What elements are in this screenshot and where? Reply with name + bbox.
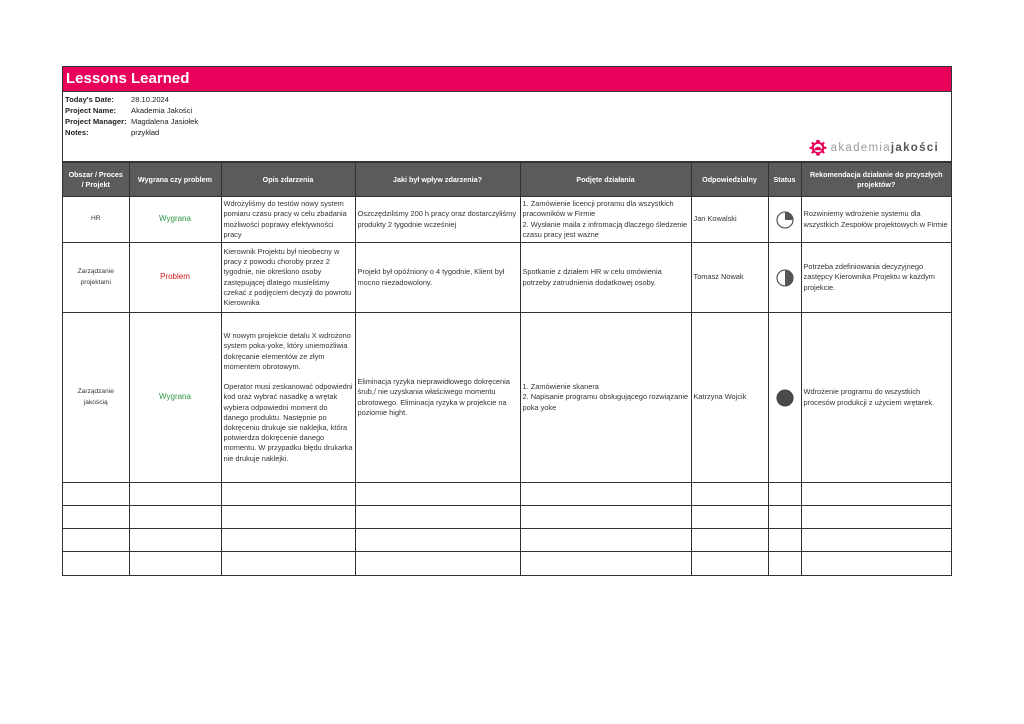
owner-cell[interactable]: Tomasz Nowak — [691, 243, 768, 313]
table-row — [63, 313, 951, 483]
status-cell[interactable] — [768, 313, 801, 483]
empty-cell[interactable] — [221, 506, 355, 529]
area-cell[interactable]: Zarządzanie projektami — [63, 243, 129, 313]
empty-cell[interactable] — [801, 483, 951, 506]
notes-label: Notes: — [65, 128, 89, 137]
empty-cell[interactable] — [221, 483, 355, 506]
actions-cell[interactable]: 1. Zamówienie licencji proramu dla wszystkich pracowników w Firmie 2. Wysłanie maila z infromacją dlaczego śledzenie czasu pracy jest ważne — [520, 197, 691, 243]
empty-cell[interactable] — [355, 529, 520, 552]
project-manager-row — [63, 116, 951, 127]
empty-cell[interactable] — [691, 483, 768, 506]
result-cell[interactable]: Wygrana — [129, 313, 221, 483]
project-info — [63, 92, 951, 162]
header-result: Wygrana czy problem — [129, 163, 221, 197]
logo-text — [831, 142, 939, 154]
header-owner: Odpowiedzialny — [691, 163, 768, 197]
description-cell[interactable]: Wdrożyliśmy do testów nowy system pomiaru czasu pracy w celu zbadania możliwości poprawy efektywności pracy — [221, 197, 355, 243]
header-description: Opis zdarzenia — [221, 163, 355, 197]
actions-cell[interactable]: Spotkanie z działem HR w celu omówienia potrzeby zatrudnienia dodatkowej osoby. — [520, 243, 691, 313]
empty-table-row — [63, 506, 951, 529]
empty-cell[interactable] — [129, 552, 221, 575]
actions-cell[interactable]: 1. Zamówienie skanera 2. Napisanie programu obsługującego rozwiązanie poka yoke — [520, 313, 691, 483]
impact-cell[interactable]: Eliminacja ryzyka nieprawidłowego dokręcenia śrub,/ nie uzyskania właściwego momentu obrotowego. Eliminacja ryzyka w projekcie na poziomie hight. — [355, 313, 520, 483]
table-header-row — [63, 163, 951, 197]
date-row — [63, 94, 951, 105]
logo-text-bold: jakości — [890, 142, 939, 154]
lessons-table — [63, 162, 951, 575]
area-cell[interactable]: Zarządzanie jakością — [63, 313, 129, 483]
empty-cell[interactable] — [768, 483, 801, 506]
table-row — [63, 197, 951, 243]
project-name-row — [63, 105, 951, 116]
result-cell[interactable]: Problem — [129, 243, 221, 313]
empty-cell[interactable] — [801, 506, 951, 529]
project-manager-value[interactable]: Magdalena Jasiołek — [131, 117, 199, 126]
result-cell[interactable]: Wygrana — [129, 197, 221, 243]
akademia-jakosci-logo — [808, 136, 939, 160]
empty-cell[interactable] — [520, 483, 691, 506]
empty-cell[interactable] — [221, 552, 355, 575]
empty-table-row — [63, 483, 951, 506]
description-cell[interactable]: Kierownik Projektu był nieobecny w pracy z powodu choroby przez 2 tygodnie, nie określono osoby zastępującej dlatego musieliśmy czekać z podjęciem decyzji do powrotu Kierownika — [221, 243, 355, 313]
notes-value[interactable]: przykład — [131, 128, 160, 137]
empty-cell[interactable] — [520, 529, 691, 552]
empty-table-row — [63, 529, 951, 552]
empty-cell[interactable] — [63, 506, 129, 529]
empty-cell[interactable] — [520, 506, 691, 529]
empty-cell[interactable] — [129, 483, 221, 506]
empty-cell[interactable] — [768, 529, 801, 552]
recommendation-cell[interactable]: Potrzeba zdefiniowania decyzyjnego zastępcy Kierownika Projektu w każdym projekcie. — [801, 243, 951, 313]
full-circle-icon — [776, 389, 794, 407]
owner-cell[interactable]: Katrzyna Wojcik — [691, 313, 768, 483]
date-value[interactable]: 28.10.2024 — [131, 95, 170, 104]
table-row — [63, 243, 951, 313]
header-status: Status — [768, 163, 801, 197]
logo-text-light: akademia — [830, 142, 891, 154]
empty-cell[interactable] — [768, 552, 801, 575]
empty-cell[interactable] — [691, 506, 768, 529]
sheet-title: Lessons Learned — [63, 67, 951, 92]
empty-cell[interactable] — [691, 552, 768, 575]
recommendation-cell[interactable]: Rozwiniemy wdrożenie systemu dla wszystkich Zespołów projektowych w Firmie — [801, 197, 951, 243]
empty-table-row — [63, 552, 951, 575]
project-manager-label: Project Manager: — [65, 117, 127, 126]
header-recommendation: Rekomendacja działanie do przyszłych projektów? — [801, 163, 951, 197]
project-name-value[interactable]: Akademia Jakości — [131, 106, 193, 115]
empty-cell[interactable] — [129, 506, 221, 529]
header-actions: Podjęte działania — [520, 163, 691, 197]
empty-cell[interactable] — [801, 529, 951, 552]
header-area: Obszar / Proces / Projekt — [63, 163, 129, 197]
status-cell[interactable] — [768, 197, 801, 243]
empty-cell[interactable] — [520, 552, 691, 575]
empty-cell[interactable] — [63, 529, 129, 552]
empty-cell[interactable] — [355, 552, 520, 575]
half-circle-icon — [776, 269, 794, 287]
empty-cell[interactable] — [129, 529, 221, 552]
empty-cell[interactable] — [63, 552, 129, 575]
date-label: Today's Date: — [65, 95, 114, 104]
header-impact: Jaki był wpływ zdarzenia? — [355, 163, 520, 197]
empty-cell[interactable] — [355, 483, 520, 506]
status-cell[interactable] — [768, 243, 801, 313]
area-cell[interactable]: HR — [63, 197, 129, 243]
owner-cell[interactable]: Jan Kowalski — [691, 197, 768, 243]
empty-cell[interactable] — [355, 506, 520, 529]
recommendation-cell[interactable]: Wdrożenie programu do wszystkich procesów produkcji z użyciem wrętarek. — [801, 313, 951, 483]
gear-helmet-logo-icon — [808, 138, 828, 158]
empty-cell[interactable] — [691, 529, 768, 552]
empty-cell[interactable] — [221, 529, 355, 552]
impact-cell[interactable]: Oszczędziliśmy 200 h pracy oraz dostarczyliśmy produkty 2 tygodnie wcześniej — [355, 197, 520, 243]
empty-cell[interactable] — [63, 483, 129, 506]
quarter-circle-icon — [776, 211, 794, 229]
empty-cell[interactable] — [801, 552, 951, 575]
impact-cell[interactable]: Projekt był opóźniony o 4 tygodnie, Klient był mocno niezadowolony. — [355, 243, 520, 313]
lessons-learned-sheet — [62, 66, 952, 576]
empty-cell[interactable] — [768, 506, 801, 529]
project-name-label: Project Name: — [65, 106, 117, 115]
description-cell[interactable]: W nowym projekcie detalu X wdrożono system poka-yoke, który uniemożliwia dokręcanie elementów ze złym momentem obrotowym. Operator musi zeskanować odpowiedni kod oraz wybrać nasadkę a wrętak wybiera odpowiedni moment do danego produktu. Następnie po dokręceniu drukuje sie naklejka, która potwierdza dokręcenie danego momentu. W przypadku błędu drukarka nie drukuje naklejki. — [221, 313, 355, 483]
